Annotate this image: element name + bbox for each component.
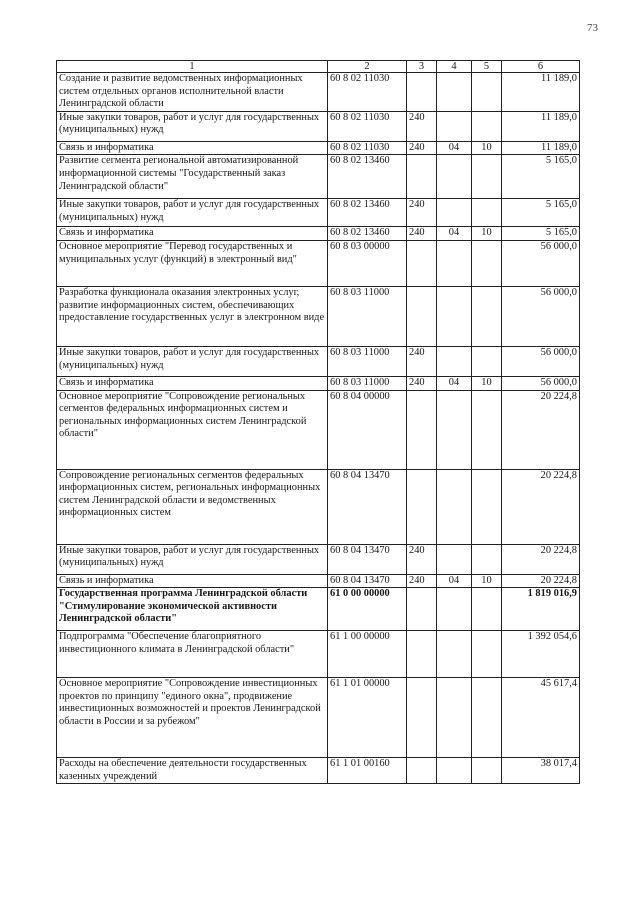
row-name: Создание и развитие ведомственных информационных систем отдельных органов исполнительной власти Ленинградской области	[57, 73, 328, 112]
row-amount: 45 617,4	[502, 678, 580, 758]
row-code: 60 8 02 11030	[328, 111, 407, 141]
row-code: 60 8 04 00000	[328, 390, 407, 469]
row-expense-type	[407, 631, 437, 678]
row-name: Государственная программа Ленинградской области "Стимулирование экономической активности Ленинградской области"	[57, 588, 328, 631]
row-code: 61 1 00 00000	[328, 631, 407, 678]
row-code: 60 8 02 13460	[328, 199, 407, 227]
row-code: 60 8 04 13470	[328, 469, 407, 544]
row-amount: 1 819 016,9	[502, 588, 580, 631]
row-name: Связь и информатика	[57, 574, 328, 588]
row-name: Разработка функционала оказания электронных услуг, развитие информационных систем, обеспечивающих предоставление государственных услуг в электронном виде	[57, 286, 328, 346]
row-name: Основное мероприятие "Сопровождение инвестиционных проектов по принципу "единого окна", продвижение инвестиционных возможностей и проектов Ленинградской области в России и за рубежом"	[57, 678, 328, 758]
row-amount: 20 224,8	[502, 390, 580, 469]
row-expense-type	[407, 240, 437, 286]
table-row	[57, 758, 580, 784]
row-name: Связь и информатика	[57, 141, 328, 155]
row-amount: 5 165,0	[502, 199, 580, 227]
row-name: Связь и информатика	[57, 227, 328, 241]
row-section	[437, 588, 472, 631]
row-expense-type: 240	[407, 227, 437, 241]
row-subsection	[472, 240, 502, 286]
row-section	[437, 469, 472, 544]
row-amount: 5 165,0	[502, 155, 580, 199]
row-code: 60 8 03 11000	[328, 286, 407, 346]
row-subsection: 10	[472, 141, 502, 155]
row-subsection	[472, 286, 502, 346]
row-subsection: 10	[472, 376, 502, 390]
row-amount: 20 224,8	[502, 469, 580, 544]
table-header-row	[57, 61, 580, 73]
row-amount: 20 224,8	[502, 544, 580, 574]
table-row	[57, 286, 580, 346]
row-name: Расходы на обеспечение деятельности государственных казенных учреждений	[57, 758, 328, 784]
row-amount: 56 000,0	[502, 376, 580, 390]
table-row	[57, 227, 580, 241]
row-expense-type	[407, 469, 437, 544]
table-row	[57, 346, 580, 376]
row-name: Иные закупки товаров, работ и услуг для государственных (муниципальных) нужд	[57, 544, 328, 574]
row-expense-type	[407, 155, 437, 199]
header-cell: 3	[407, 61, 437, 73]
table-row	[57, 469, 580, 544]
table-row	[57, 376, 580, 390]
row-section	[437, 111, 472, 141]
row-section	[437, 199, 472, 227]
row-amount: 11 189,0	[502, 73, 580, 112]
row-expense-type	[407, 390, 437, 469]
table-row	[57, 574, 580, 588]
row-section: 04	[437, 574, 472, 588]
row-code: 60 8 02 11030	[328, 141, 407, 155]
row-subsection	[472, 390, 502, 469]
row-subsection	[472, 588, 502, 631]
row-code: 61 0 00 00000	[328, 588, 407, 631]
row-expense-type: 240	[407, 544, 437, 574]
row-subsection	[472, 678, 502, 758]
header-cell: 4	[437, 61, 472, 73]
row-section: 04	[437, 227, 472, 241]
row-section: 04	[437, 141, 472, 155]
table-row	[57, 199, 580, 227]
row-subsection	[472, 111, 502, 141]
row-section	[437, 758, 472, 784]
row-amount: 11 189,0	[502, 111, 580, 141]
row-code: 60 8 04 13470	[328, 574, 407, 588]
row-code: 60 8 03 11000	[328, 376, 407, 390]
row-name: Основное мероприятие "Перевод государственных и муниципальных услуг (функций) в электронный вид"	[57, 240, 328, 286]
row-expense-type	[407, 678, 437, 758]
row-subsection	[472, 199, 502, 227]
row-amount: 38 017,4	[502, 758, 580, 784]
row-name: Подпрограмма "Обеспечение благоприятного инвестиционного климата в Ленинградской области"	[57, 631, 328, 678]
row-amount: 56 000,0	[502, 286, 580, 346]
row-expense-type: 240	[407, 111, 437, 141]
table-row	[57, 678, 580, 758]
row-expense-type: 240	[407, 376, 437, 390]
row-expense-type: 240	[407, 141, 437, 155]
table-row	[57, 240, 580, 286]
row-section	[437, 678, 472, 758]
row-name: Развитие сегмента региональной автоматизированной информационной системы "Государственный заказ Ленинградской области"	[57, 155, 328, 199]
row-section	[437, 346, 472, 376]
row-name: Связь и информатика	[57, 376, 328, 390]
table-row	[57, 111, 580, 141]
row-name: Иные закупки товаров, работ и услуг для государственных (муниципальных) нужд	[57, 199, 328, 227]
row-name: Иные закупки товаров, работ и услуг для государственных (муниципальных) нужд	[57, 346, 328, 376]
row-code: 60 8 03 11000	[328, 346, 407, 376]
budget-table	[56, 60, 580, 784]
row-name: Иные закупки товаров, работ и услуг для государственных (муниципальных) нужд	[57, 111, 328, 141]
row-expense-type: 240	[407, 574, 437, 588]
row-code: 61 1 01 00000	[328, 678, 407, 758]
header-cell: 5	[472, 61, 502, 73]
row-name: Основное мероприятие "Сопровождение региональных сегментов федеральных информационных систем и региональных информационных систем Ленинградской области"	[57, 390, 328, 469]
table-row	[57, 141, 580, 155]
page-number: 73	[587, 22, 598, 34]
row-amount: 56 000,0	[502, 346, 580, 376]
row-section	[437, 286, 472, 346]
row-section	[437, 631, 472, 678]
row-expense-type: 240	[407, 199, 437, 227]
header-cell: 6	[502, 61, 580, 73]
table-row	[57, 544, 580, 574]
row-amount: 5 165,0	[502, 227, 580, 241]
row-subsection	[472, 346, 502, 376]
row-subsection	[472, 631, 502, 678]
row-expense-type: 240	[407, 346, 437, 376]
row-code: 60 8 02 13460	[328, 155, 407, 199]
row-subsection: 10	[472, 227, 502, 241]
row-section: 04	[437, 376, 472, 390]
row-subsection: 10	[472, 574, 502, 588]
row-subsection	[472, 73, 502, 112]
header-cell: 1	[57, 61, 328, 73]
row-subsection	[472, 155, 502, 199]
table-row	[57, 588, 580, 631]
row-subsection	[472, 469, 502, 544]
row-name: Сопровождение региональных сегментов федеральных информационных систем, региональных информационных систем Ленинградской области и ведомственных информационных систем	[57, 469, 328, 544]
row-amount: 1 392 054,6	[502, 631, 580, 678]
table-row	[57, 73, 580, 112]
row-code: 60 8 02 11030	[328, 73, 407, 112]
row-section	[437, 73, 472, 112]
row-amount: 11 189,0	[502, 141, 580, 155]
header-cell: 2	[328, 61, 407, 73]
table-row	[57, 390, 580, 469]
table-body	[57, 73, 580, 784]
row-expense-type	[407, 73, 437, 112]
row-section	[437, 390, 472, 469]
table-row	[57, 155, 580, 199]
table-row	[57, 631, 580, 678]
row-expense-type	[407, 286, 437, 346]
row-section	[437, 155, 472, 199]
row-code: 60 8 03 00000	[328, 240, 407, 286]
row-expense-type	[407, 758, 437, 784]
row-section	[437, 544, 472, 574]
row-amount: 56 000,0	[502, 240, 580, 286]
row-amount: 20 224,8	[502, 574, 580, 588]
row-code: 60 8 02 13460	[328, 227, 407, 241]
row-expense-type	[407, 588, 437, 631]
row-code: 61 1 01 00160	[328, 758, 407, 784]
row-code: 60 8 04 13470	[328, 544, 407, 574]
row-section	[437, 240, 472, 286]
row-subsection	[472, 544, 502, 574]
row-subsection	[472, 758, 502, 784]
